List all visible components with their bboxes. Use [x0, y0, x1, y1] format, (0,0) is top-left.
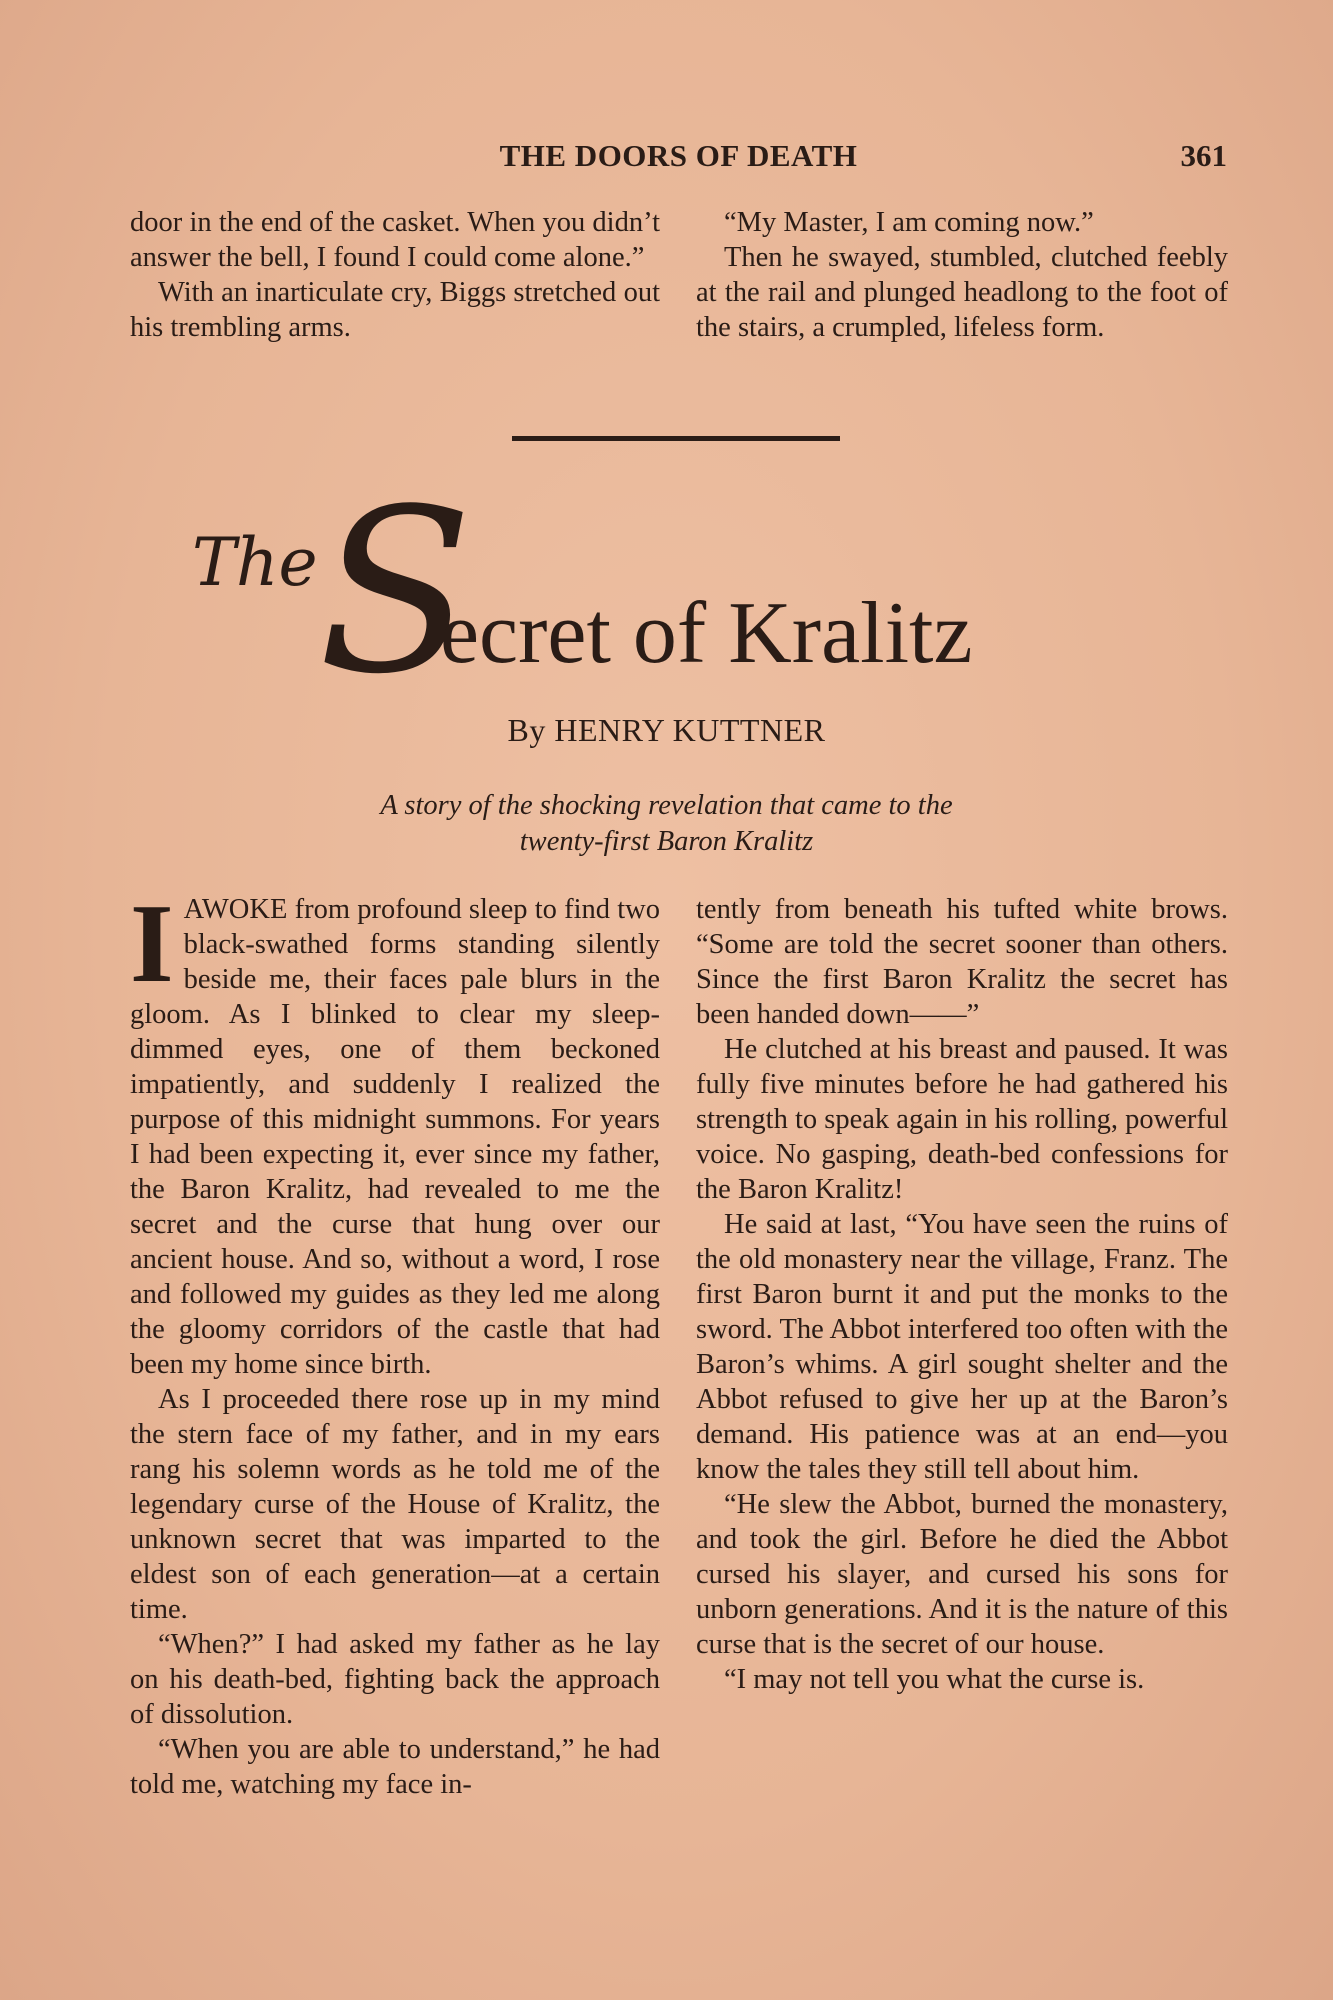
story-right-column [696, 892, 1228, 1697]
story-paragraph: “I may not tell you what the curse is. [724, 1664, 1145, 1695]
previous-story-paragraph: Then he swayed, stumbled, clutched feebly at the rail and plunged headlong to the foot of the stairs, a crumpled, lifeless form. [696, 242, 1228, 343]
continued-paragraph: tently from beneath his tufted white brows. “Some are told the secret sooner than others. Since the first Baron Kralitz the secret has been handed down——” [696, 894, 1228, 1030]
section-divider-rule [512, 436, 840, 441]
story-paragraph: As I proceeded there rose up in my mind the stern face of my father, and in my ears rang his solemn words as he told me of the legendary curse of the House of Kralitz, the unknown secret that was imparted to the eldest son of each generation—at a certain time. [130, 1384, 660, 1625]
previous-story-paragraph: With an inarticulate cry, Biggs stretched out his trembling arms. [130, 277, 660, 343]
page-number: 361 [1180, 138, 1227, 173]
previous-story-paragraph: “My Master, I am coming now.” [724, 207, 1094, 238]
blurb-line: A story of the shocking revelation that came to the [380, 790, 953, 821]
story-paragraph: “When?” I had asked my father as he lay on his death-bed, fighting back the approach of dissolution. [130, 1629, 660, 1730]
story-paragraph: He said at last, “You have seen the ruins of the old monastery near the village, Franz. The first Baron burnt it and put the monks to the sword. The Abbot interfered too often with the Baron’s whims. A girl sought shelter and the Abbot refused to give her up at the Baron’s demand. His patience was at an end—you know the tales they still tell about him. [696, 1209, 1228, 1485]
previous-story-left-column [130, 205, 660, 345]
opening-paragraph [130, 882, 660, 1382]
story-paragraph: “When you are able to understand,” he had told me, watching my face in- [130, 1734, 660, 1800]
story-paragraph: He clutched at his breast and paused. It was fully five minutes before he had gathered his strength to speak again in his rolling, powerful voice. No gasping, death-bed confessions for the Baron Kralitz! [696, 1034, 1228, 1205]
running-head [130, 138, 1227, 178]
story-left-column [130, 882, 660, 1802]
drop-cap: I [130, 882, 174, 1006]
title-rest: ecret of Kralitz [440, 585, 973, 682]
previous-story-right-column [696, 205, 1228, 345]
story-blurb [290, 788, 1043, 860]
blurb-line: twenty-first Baron Kralitz [519, 826, 814, 857]
title-initial: S [318, 461, 473, 724]
opening-text: from profound sleep to find two black-swathed forms standing silently beside me, their faces pale blurs in the gloom. As I blinked to clear my sleep-dimmed eyes, one of them beckoned impatiently, and suddenly I realized the purpose of this midnight summons. For years I had been expecting it, ever since my father, the Baron Kralitz, had revealed to me the secret and the curse that hung over our ancient house. And so, without a word, I rose and followed my guides as they led me along the gloomy corridors of the castle that had been my home since birth. [130, 894, 660, 1380]
byline: By HENRY KUTTNER [507, 712, 826, 748]
lead-word: AWOKE [183, 894, 288, 925]
running-title: THE DOORS OF DEATH [499, 138, 858, 173]
previous-story-paragraph: door in the end of the casket. When you didn’t answer the bell, I found I could come alone.” [130, 207, 660, 273]
title-prefix: The [192, 524, 318, 601]
story-paragraph: “He slew the Abbot, burned the monastery, and took the girl. Before he died the Abbot cursed his slayer, and cursed his sons for unborn generations. And it is the nature of this curse that is the secret of our house. [696, 1489, 1228, 1660]
